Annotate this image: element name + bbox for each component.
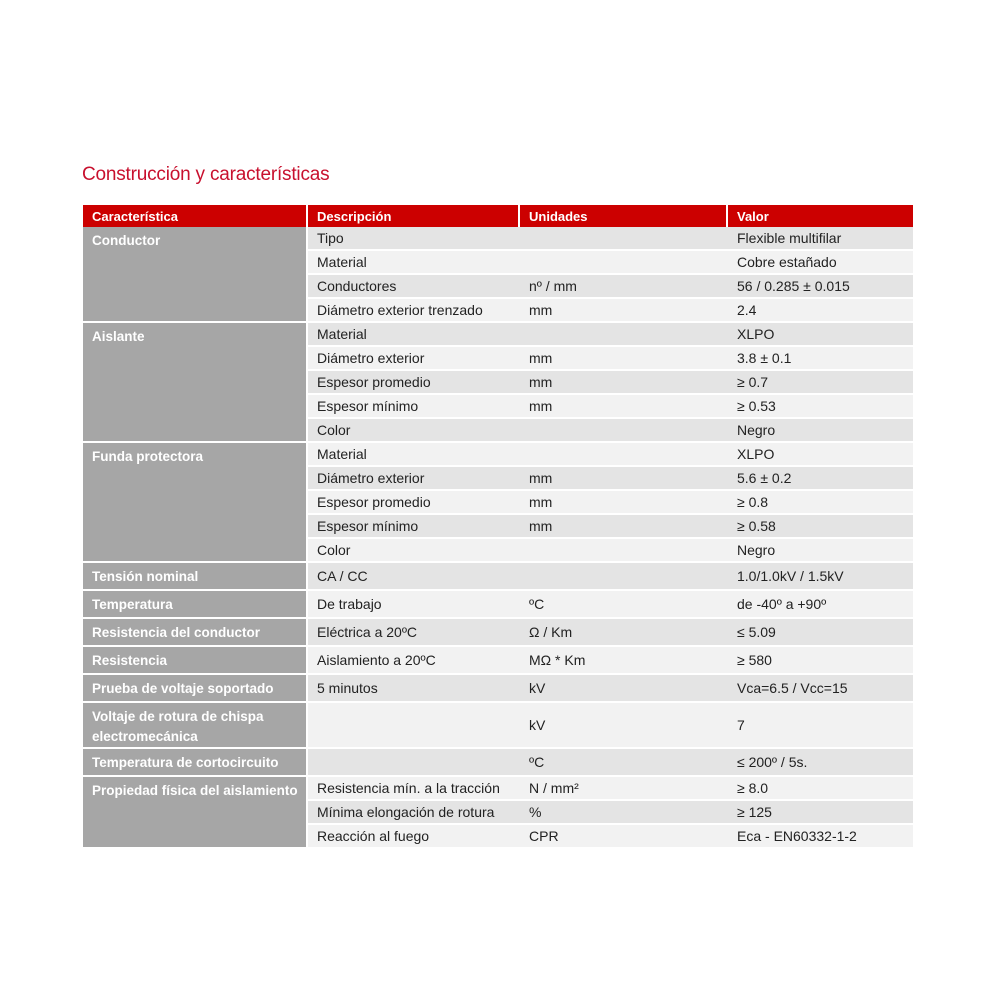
- table-row: [83, 619, 913, 647]
- value-cell: 1.0/1.0kV / 1.5kV: [728, 563, 913, 591]
- description-cell: Espesor mínimo: [308, 515, 520, 539]
- description-cell: Mínima elongación de rotura: [308, 801, 520, 825]
- category-cell: Propiedad física del aislamiento: [83, 777, 308, 849]
- category-cell: Voltaje de rotura de chispa electromecánica: [83, 703, 308, 749]
- table-row: [83, 703, 913, 749]
- description-cell: 5 minutos: [308, 675, 520, 703]
- description-cell: Color: [308, 539, 520, 563]
- table-body: [83, 227, 913, 849]
- page-title: Construcción y características: [82, 164, 330, 185]
- header-descripcion: Descripción: [308, 205, 520, 227]
- table-row: [83, 563, 913, 591]
- specs-table: [83, 205, 913, 849]
- value-cell: 2.4: [728, 299, 913, 323]
- units-cell: [520, 419, 728, 443]
- value-cell: Vca=6.5 / Vcc=15: [728, 675, 913, 703]
- category-cell: Resistencia: [83, 647, 308, 675]
- value-cell: ≥ 0.7: [728, 371, 913, 395]
- description-cell: Material: [308, 251, 520, 275]
- value-cell: XLPO: [728, 323, 913, 347]
- description-cell: Resistencia mín. a la tracción: [308, 777, 520, 801]
- description-cell: Tipo: [308, 227, 520, 251]
- value-cell: Negro: [728, 539, 913, 563]
- units-cell: [520, 443, 728, 467]
- units-cell: ºC: [520, 591, 728, 619]
- description-cell: Espesor mínimo: [308, 395, 520, 419]
- units-cell: mm: [520, 515, 728, 539]
- description-cell: Espesor promedio: [308, 491, 520, 515]
- table-row: [83, 323, 913, 347]
- description-cell: Aislamiento a 20ºC: [308, 647, 520, 675]
- description-cell: De trabajo: [308, 591, 520, 619]
- value-cell: ≥ 0.53: [728, 395, 913, 419]
- units-cell: nº / mm: [520, 275, 728, 299]
- category-cell: Temperatura: [83, 591, 308, 619]
- description-cell: [308, 749, 520, 777]
- header-caracteristica: Característica: [83, 205, 308, 227]
- units-cell: %: [520, 801, 728, 825]
- value-cell: ≥ 125: [728, 801, 913, 825]
- category-cell: Aislante: [83, 323, 308, 443]
- units-cell: kV: [520, 675, 728, 703]
- description-cell: Espesor promedio: [308, 371, 520, 395]
- category-cell: Funda protectora: [83, 443, 308, 563]
- value-cell: Negro: [728, 419, 913, 443]
- units-cell: mm: [520, 371, 728, 395]
- header-unidades: Unidades: [520, 205, 728, 227]
- description-cell: Material: [308, 323, 520, 347]
- units-cell: [520, 251, 728, 275]
- units-cell: mm: [520, 347, 728, 371]
- units-cell: mm: [520, 395, 728, 419]
- description-cell: [308, 703, 520, 749]
- description-cell: Diámetro exterior: [308, 347, 520, 371]
- value-cell: de -40º a +90º: [728, 591, 913, 619]
- units-cell: Ω / Km: [520, 619, 728, 647]
- value-cell: ≤ 200º / 5s.: [728, 749, 913, 777]
- category-cell: Tensión nominal: [83, 563, 308, 591]
- units-cell: [520, 539, 728, 563]
- category-cell: Resistencia del conductor: [83, 619, 308, 647]
- value-cell: 7: [728, 703, 913, 749]
- category-cell: Prueba de voltaje soportado: [83, 675, 308, 703]
- units-cell: [520, 323, 728, 347]
- units-cell: ºC: [520, 749, 728, 777]
- description-cell: Color: [308, 419, 520, 443]
- units-cell: [520, 227, 728, 251]
- category-cell: Temperatura de cortocircuito: [83, 749, 308, 777]
- table-row: [83, 227, 913, 251]
- value-cell: Eca - EN60332-1-2: [728, 825, 913, 849]
- description-cell: Diámetro exterior: [308, 467, 520, 491]
- description-cell: Material: [308, 443, 520, 467]
- table-row: [83, 443, 913, 467]
- value-cell: ≤ 5.09: [728, 619, 913, 647]
- table-row: [83, 749, 913, 777]
- value-cell: 5.6 ± 0.2: [728, 467, 913, 491]
- description-cell: Eléctrica a 20ºC: [308, 619, 520, 647]
- value-cell: ≥ 0.8: [728, 491, 913, 515]
- units-cell: mm: [520, 299, 728, 323]
- description-cell: Reacción al fuego: [308, 825, 520, 849]
- units-cell: CPR: [520, 825, 728, 849]
- units-cell: mm: [520, 467, 728, 491]
- value-cell: Flexible multifilar: [728, 227, 913, 251]
- value-cell: ≥ 0.58: [728, 515, 913, 539]
- units-cell: [520, 563, 728, 591]
- units-cell: kV: [520, 703, 728, 749]
- units-cell: mm: [520, 491, 728, 515]
- table-row: [83, 647, 913, 675]
- description-cell: Conductores: [308, 275, 520, 299]
- table-header-row: [83, 205, 913, 227]
- description-cell: CA / CC: [308, 563, 520, 591]
- value-cell: XLPO: [728, 443, 913, 467]
- units-cell: MΩ * Km: [520, 647, 728, 675]
- table-row: [83, 591, 913, 619]
- table-row: [83, 675, 913, 703]
- value-cell: ≥ 8.0: [728, 777, 913, 801]
- value-cell: Cobre estañado: [728, 251, 913, 275]
- category-cell: Conductor: [83, 227, 308, 323]
- units-cell: N / mm²: [520, 777, 728, 801]
- header-valor: Valor: [728, 205, 913, 227]
- value-cell: ≥ 580: [728, 647, 913, 675]
- value-cell: 3.8 ± 0.1: [728, 347, 913, 371]
- table-row: [83, 777, 913, 801]
- value-cell: 56 / 0.285 ± 0.015: [728, 275, 913, 299]
- description-cell: Diámetro exterior trenzado: [308, 299, 520, 323]
